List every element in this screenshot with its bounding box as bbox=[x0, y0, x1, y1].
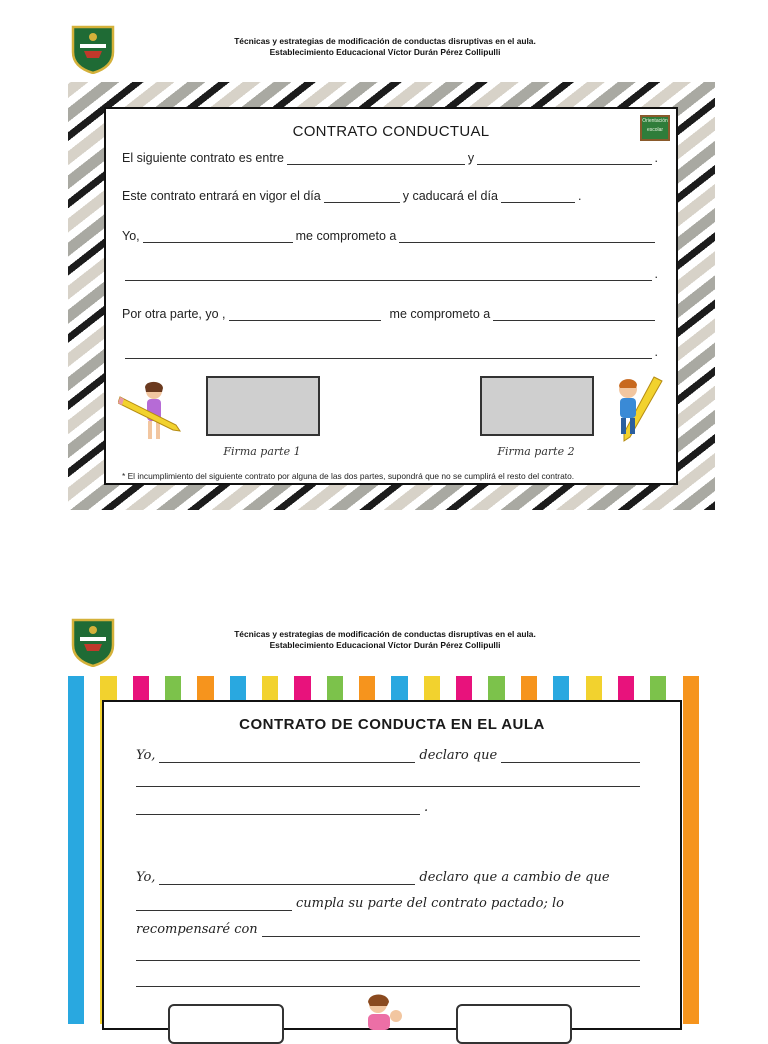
validity-row bbox=[122, 189, 658, 203]
header-line-2: Establecimiento Educacional Víctor Durán Pérez Collipulli bbox=[269, 47, 501, 57]
end-date-blank[interactable] bbox=[501, 191, 575, 203]
reward-row-1 bbox=[136, 870, 644, 885]
name-blank[interactable] bbox=[159, 750, 415, 763]
commitment-row-1 bbox=[122, 229, 658, 243]
reward-row-4 bbox=[136, 948, 644, 961]
parties-label: El siguiente contrato es entre bbox=[122, 151, 284, 165]
children-illustration-icon bbox=[354, 990, 410, 1030]
page-header-2 bbox=[0, 617, 768, 677]
signature-box-2[interactable] bbox=[480, 376, 594, 436]
reward-blank[interactable] bbox=[262, 924, 640, 937]
start-date-blank[interactable] bbox=[324, 191, 400, 203]
commitment-row-2 bbox=[122, 307, 658, 321]
contract-title: CONTRATO DE CONDUCTA EN EL AULA bbox=[239, 716, 545, 733]
and-label: y bbox=[467, 151, 475, 165]
yo-label: Yo, bbox=[122, 229, 140, 243]
other-party-label: Por otra parte, yo , bbox=[122, 307, 226, 321]
stripe bbox=[683, 676, 699, 1024]
school-crest-icon bbox=[70, 617, 116, 667]
signature-label-2: Firma parte 2 bbox=[497, 445, 575, 458]
signature-label-1: Firma parte 1 bbox=[223, 445, 301, 458]
name-2-blank[interactable] bbox=[159, 872, 415, 885]
reward-row-3 bbox=[136, 922, 644, 937]
boy-with-pencil-illustration-icon bbox=[606, 375, 666, 445]
period: . bbox=[577, 189, 582, 203]
yo-label: Yo, bbox=[136, 748, 156, 763]
declaration-blank[interactable] bbox=[501, 750, 640, 763]
end-date-label: y caducará el día bbox=[402, 189, 498, 203]
party-2-blank[interactable] bbox=[477, 153, 651, 165]
start-date-label: Este contrato entrará en vigor el día bbox=[122, 189, 321, 203]
stripe bbox=[84, 676, 100, 1024]
party-1-blank[interactable] bbox=[287, 153, 465, 165]
signature-box-1[interactable] bbox=[206, 376, 320, 436]
other-party-blank[interactable] bbox=[136, 898, 292, 911]
commitment-row-2-continued bbox=[122, 345, 658, 359]
commitment-1-continued-blank[interactable] bbox=[125, 269, 652, 281]
girl-with-pencil-illustration-icon bbox=[118, 379, 194, 445]
footnote: * El incumplimiento del siguiente contrato por alguna de las dos partes, supondrá que no se cumplirá el resto del contrato. bbox=[122, 471, 575, 481]
commit-label: me comprometo a bbox=[295, 229, 397, 243]
reward-continued-blank-2[interactable] bbox=[136, 974, 640, 987]
yo-label-2: Yo, bbox=[136, 870, 156, 885]
period: . bbox=[654, 267, 658, 281]
signature-box-1[interactable] bbox=[168, 1004, 284, 1044]
stripe bbox=[68, 676, 84, 1024]
exchange-label: declaro que a cambio de que bbox=[419, 870, 610, 885]
commit-label-2: me comprometo a bbox=[389, 307, 491, 321]
header-line-2: Establecimiento Educacional Víctor Durán Pérez Collipulli bbox=[269, 640, 501, 650]
reward-continued-blank[interactable] bbox=[136, 948, 640, 961]
contract-aula-card bbox=[102, 700, 682, 1030]
declaration-row-2 bbox=[136, 774, 644, 787]
name-2-blank[interactable] bbox=[229, 309, 381, 321]
period: . bbox=[654, 345, 658, 359]
contract-title: CONTRATO CONDUCTUAL bbox=[292, 123, 490, 140]
page-header-1 bbox=[0, 24, 768, 84]
commitment-1-blank[interactable] bbox=[399, 231, 655, 243]
period: . bbox=[654, 151, 658, 165]
header-line-1: Técnicas y estrategias de modificación de conductas disruptivas en el aula. bbox=[234, 629, 536, 639]
fulfil-label: cumpla su parte del contrato pactado; lo bbox=[296, 896, 564, 911]
parties-row bbox=[122, 151, 658, 165]
period: . bbox=[424, 800, 429, 815]
declaration-continued-blank[interactable] bbox=[136, 774, 640, 787]
header-line-1: Técnicas y estrategias de modificación de conductas disruptivas en el aula. bbox=[234, 36, 536, 46]
declaration-end-blank[interactable] bbox=[136, 802, 420, 815]
declare-label: declaro que bbox=[419, 748, 498, 763]
commitment-2-blank[interactable] bbox=[493, 309, 655, 321]
reward-label: recompensaré con bbox=[136, 922, 258, 937]
commitment-row-1-continued bbox=[122, 267, 658, 281]
reward-row-2 bbox=[136, 896, 644, 911]
contract-conductual-card bbox=[104, 107, 678, 485]
declaration-row-3 bbox=[136, 800, 644, 815]
declaration-row-1 bbox=[136, 748, 644, 763]
reward-row-5 bbox=[136, 974, 644, 987]
name-1-blank[interactable] bbox=[143, 231, 293, 243]
school-crest-icon bbox=[70, 24, 116, 74]
header-title bbox=[150, 629, 620, 651]
chalkboard-icon bbox=[640, 115, 670, 141]
commitment-2-continued-blank[interactable] bbox=[125, 347, 652, 359]
stripe bbox=[699, 676, 715, 1024]
chalkboard-text: Orientación escolar bbox=[642, 118, 668, 133]
header-title bbox=[150, 36, 620, 58]
signature-box-2[interactable] bbox=[456, 1004, 572, 1044]
